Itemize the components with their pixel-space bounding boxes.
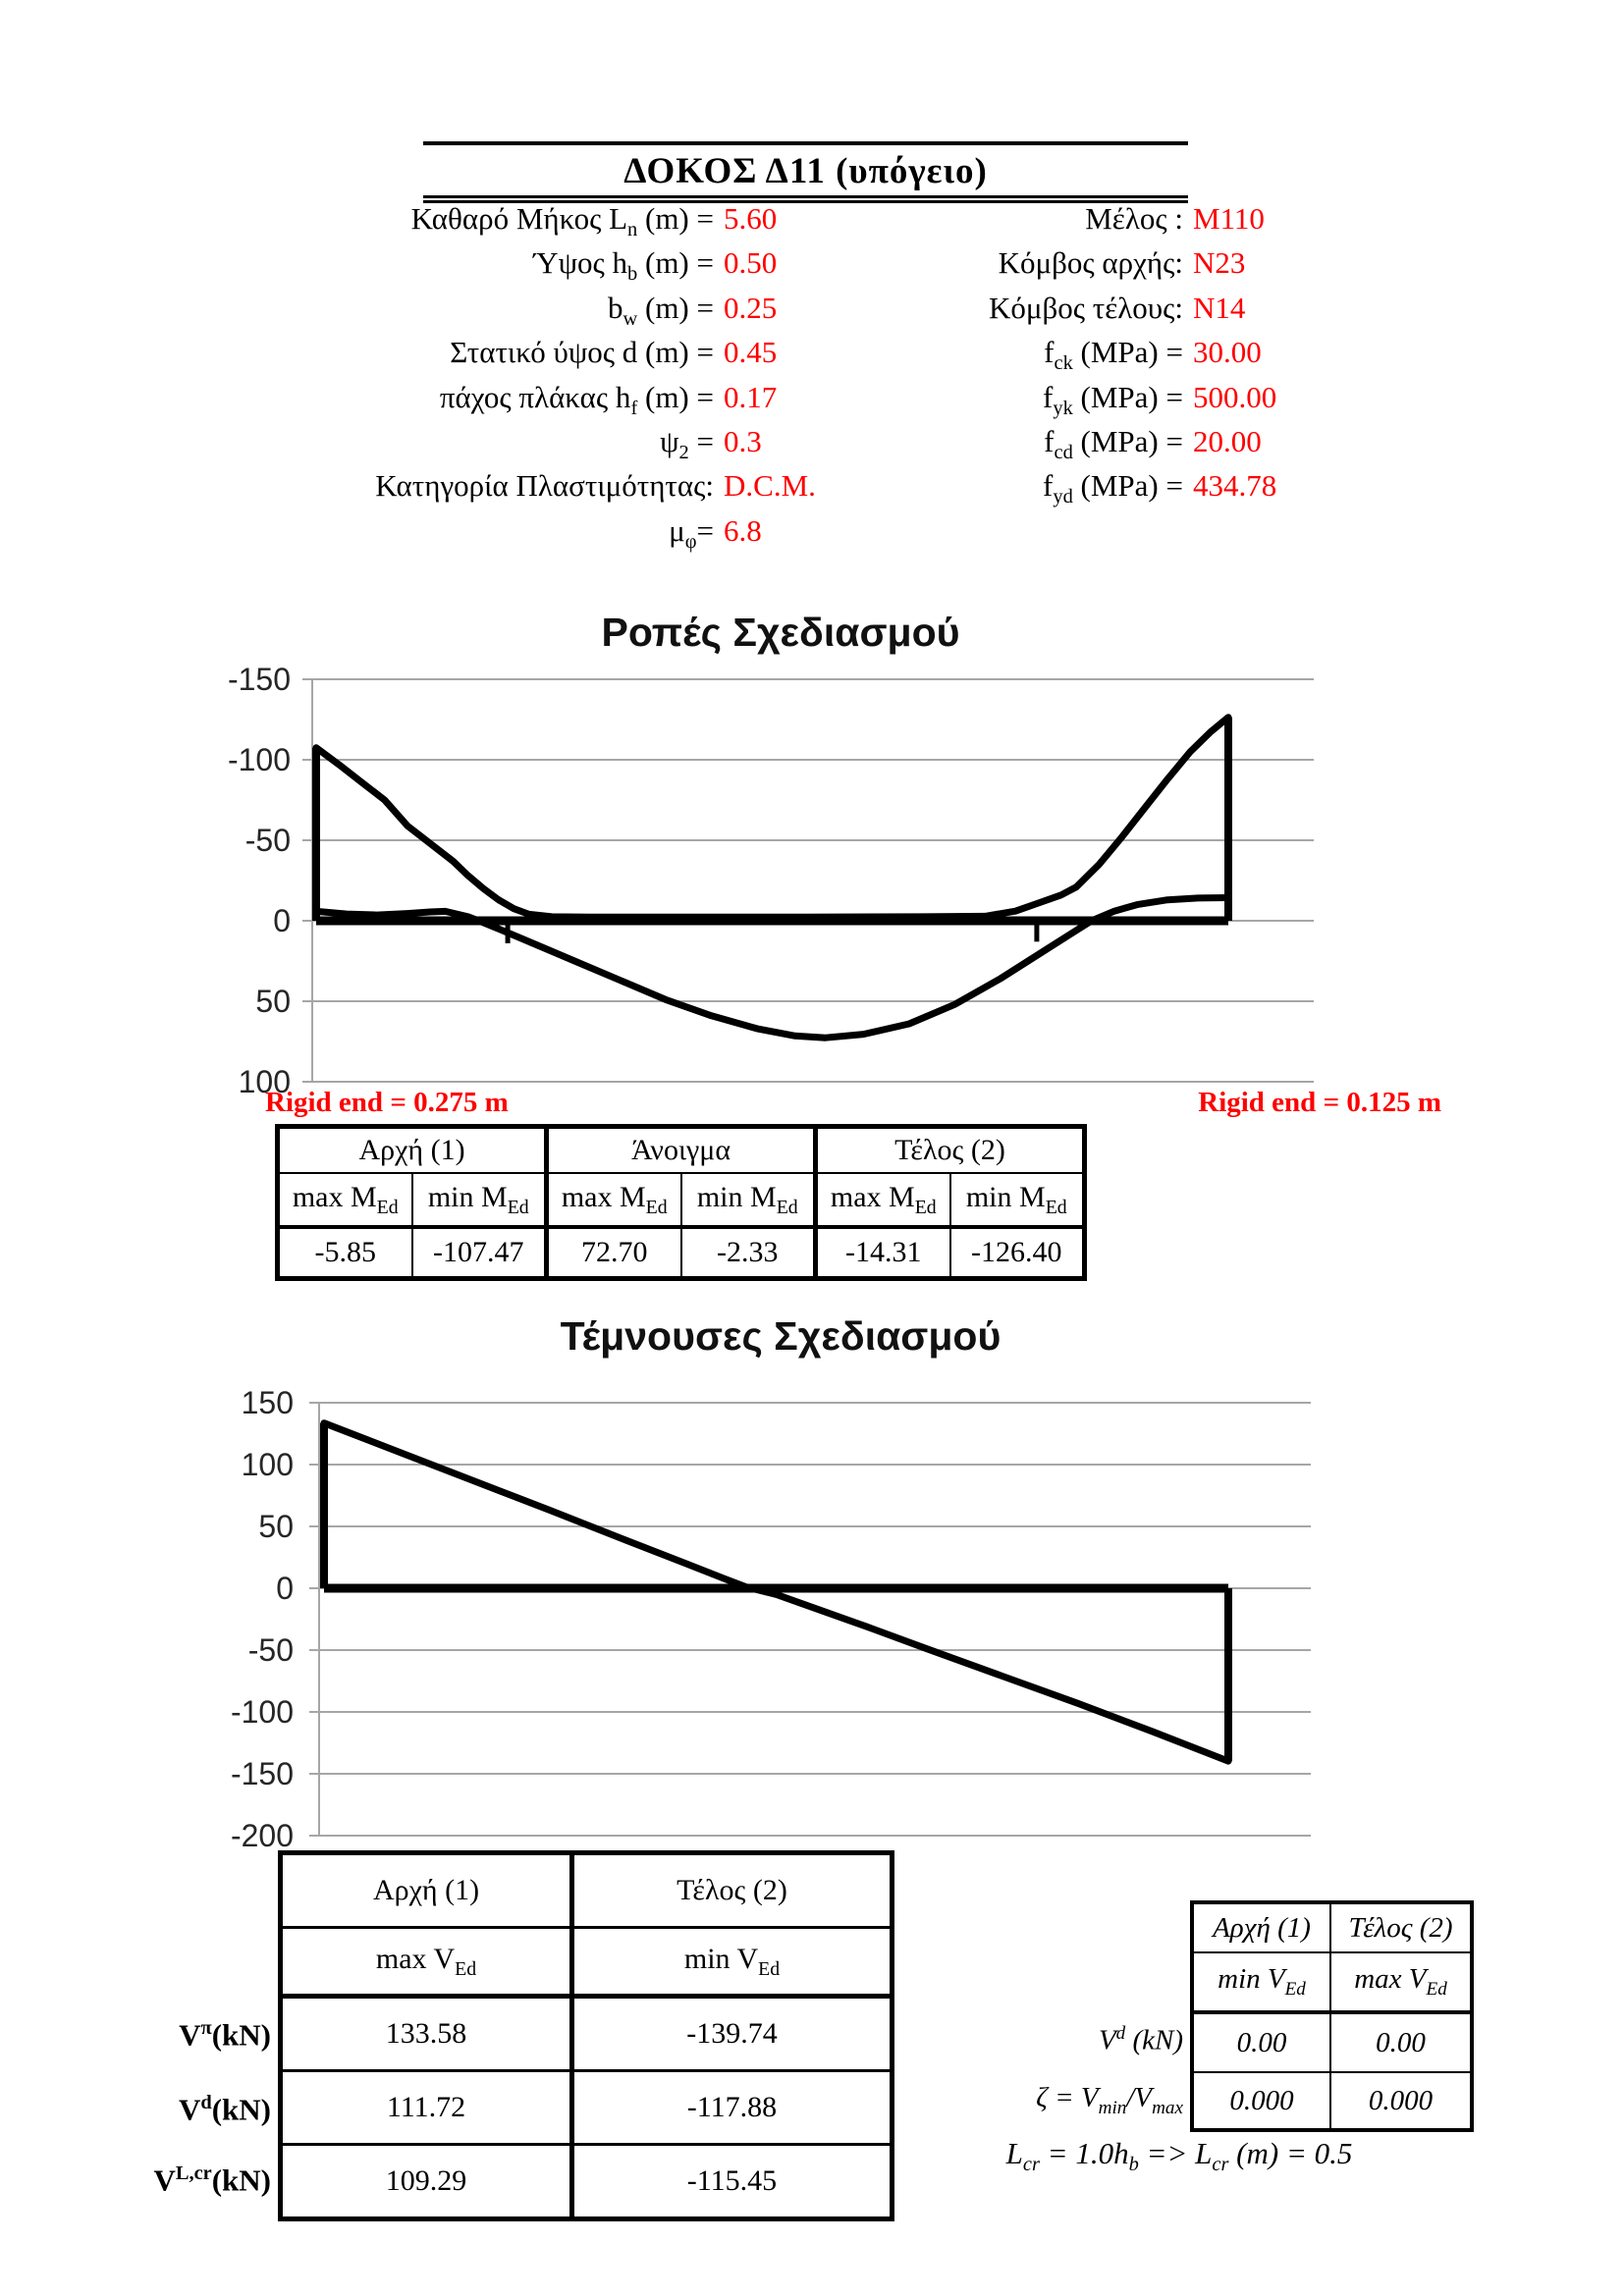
param-value: 6.8 — [724, 512, 762, 548]
table-row — [1192, 1902, 1472, 1952]
table-subheader-cell: $\min M_{Ed}$ — [681, 1173, 816, 1227]
table-header-cell: Τέλος (2) — [1330, 1902, 1472, 1952]
param-row — [844, 335, 1276, 379]
param-value: N23 — [1193, 245, 1246, 281]
param-label: Καθαρό Μήκος $L_n$ (m) = — [410, 201, 714, 241]
y-tick-label: 100 — [241, 1447, 294, 1482]
param-row — [196, 245, 816, 290]
param-label: $f_{cd}$ (MPa) = — [1044, 423, 1183, 464]
shear-row-label: $V^\pi(kN)$ — [179, 2017, 271, 2053]
rigid-end-left-label: Rigid end = 0.275 m — [265, 1087, 509, 1118]
y-tick-label: 150 — [241, 1385, 294, 1420]
y-tick-label: 0 — [273, 903, 291, 938]
moment-chart-title: Ροπές Σχεδιασμού — [601, 610, 960, 655]
param-row — [196, 201, 816, 245]
table-row — [278, 1173, 1085, 1227]
table-subheader-cell: $\min M_{Ed}$ — [412, 1173, 547, 1227]
y-tick-label: 50 — [255, 984, 291, 1019]
table-row — [278, 1127, 1085, 1174]
table-subheader-cell: $\min V_{Ed}$ — [1192, 1952, 1330, 2012]
table-cell: 0.00 — [1192, 2012, 1330, 2072]
table-cell: -139.74 — [572, 1997, 893, 2071]
param-value: M110 — [1193, 201, 1265, 236]
moment-results-table — [275, 1124, 1087, 1281]
table-subheader-cell: $\max M_{Ed}$ — [547, 1173, 681, 1227]
table-row — [278, 1227, 1085, 1279]
table-cell: 0.000 — [1330, 2072, 1472, 2130]
table-header-cell: Τέλος (2) — [572, 1853, 893, 1928]
table-subheader-cell: $\max M_{Ed}$ — [816, 1173, 950, 1227]
param-label: Κόμβος αρχής: — [998, 245, 1183, 281]
param-value: 500.00 — [1193, 379, 1277, 414]
param-row — [844, 245, 1276, 290]
rigid-end-right-label: Rigid end = 0.125 m — [1198, 1087, 1441, 1118]
table-cell: -14.31 — [816, 1227, 950, 1279]
param-label: Κατηγορία Πλαστιμότητας: — [375, 468, 714, 504]
table-row — [281, 1928, 893, 1997]
table-cell: -117.88 — [572, 2071, 893, 2145]
table-subheader-cell: $\max V_{Ed}$ — [1330, 1952, 1472, 2012]
param-row — [844, 291, 1276, 335]
min-MEd-envelope — [316, 718, 1228, 918]
param-label: $f_{yk}$ (MPa) = — [1043, 379, 1183, 419]
table-row — [281, 2071, 893, 2145]
table-cell: 0.00 — [1330, 2012, 1472, 2072]
param-value: 0.3 — [724, 423, 762, 458]
param-row — [844, 468, 1276, 512]
table-header-cell: Αρχή (1) — [278, 1127, 547, 1174]
param-row — [196, 380, 816, 424]
param-value: 30.00 — [1193, 335, 1262, 370]
table-cell: 111.72 — [281, 2071, 572, 2145]
lcr-note: $L_{cr} = 1.0h_b => L_{cr}$ (m) = 0.5 — [1005, 2136, 1353, 2176]
y-tick-label: 0 — [276, 1571, 294, 1606]
zeta-row-label: $V^d$ (kN) — [1098, 2023, 1183, 2056]
table-header-cell: Αρχή (1) — [281, 1853, 572, 1928]
param-value: 0.25 — [724, 290, 778, 325]
param-row — [196, 424, 816, 468]
param-row — [196, 335, 816, 379]
param-value: 5.60 — [724, 201, 778, 236]
table-cell: -126.40 — [950, 1227, 1085, 1279]
param-label: $b_w$ (m) = — [607, 290, 714, 330]
y-tick-label: 100 — [238, 1064, 291, 1099]
table-row — [281, 1853, 893, 1928]
document-title-box — [423, 141, 1188, 203]
parameters-right-column — [844, 201, 1276, 513]
param-row — [196, 291, 816, 335]
page-title: ΔΟΚΟΣ Δ11 (υπόγειο) — [623, 151, 988, 191]
param-label: Ύψος $h_b$ (m) = — [533, 245, 714, 286]
y-tick-label: -50 — [247, 1632, 294, 1668]
param-label: $\mu_\varphi=$ — [669, 512, 714, 553]
table-row — [1192, 2012, 1472, 2072]
table-row — [281, 2145, 893, 2219]
y-tick-label: -150 — [227, 662, 291, 697]
param-row — [844, 380, 1276, 424]
param-label: πάχος πλάκας $h_f$ (m) = — [439, 379, 714, 419]
param-label: Μέλος : — [1085, 201, 1183, 236]
table-subheader-cell: $\max M_{Ed}$ — [278, 1173, 412, 1227]
param-value: D.C.M. — [724, 468, 816, 504]
moment-chart — [228, 662, 1314, 1099]
param-row — [844, 424, 1276, 468]
zeta-row-label: $\zeta = V_{min}/V_{max}$ — [1036, 2082, 1183, 2118]
shear-row-label: $V^{L,cr}(kN)$ — [153, 2163, 271, 2198]
param-label: $f_{yd}$ (MPa) = — [1043, 468, 1183, 508]
table-cell: 72.70 — [547, 1227, 681, 1279]
table-row — [1192, 2072, 1472, 2130]
zeta-table — [1190, 1900, 1474, 2132]
table-subheader-cell: $\min V_{Ed}$ — [572, 1928, 893, 1997]
y-tick-label: -100 — [227, 742, 291, 777]
param-value: 0.45 — [724, 335, 778, 370]
table-cell: 133.58 — [281, 1997, 572, 2071]
table-row — [1192, 1952, 1472, 2012]
param-value: 20.00 — [1193, 423, 1262, 458]
shear-results-table — [278, 1850, 894, 2221]
shear-chart-title: Τέμνουσες Σχεδιασμού — [560, 1313, 1001, 1359]
param-label: Στατικό ύψος d (m) = — [450, 335, 714, 370]
param-label: Κόμβος τέλους: — [988, 290, 1183, 325]
param-value: 0.50 — [724, 245, 778, 281]
param-value: N14 — [1193, 290, 1246, 325]
table-cell: -2.33 — [681, 1227, 816, 1279]
table-cell: -115.45 — [572, 2145, 893, 2219]
param-row — [196, 513, 816, 558]
param-label: $f_{ck}$ (MPa) = — [1044, 335, 1183, 375]
table-cell: 0.000 — [1192, 2072, 1330, 2130]
y-tick-label: -100 — [230, 1694, 294, 1730]
table-cell: 109.29 — [281, 2145, 572, 2219]
y-tick-label: -50 — [244, 823, 291, 858]
table-header-cell: Αρχή (1) — [1192, 1902, 1330, 1952]
shear-row-label: $V^d(kN)$ — [178, 2092, 271, 2127]
table-subheader-cell: $\max V_{Ed}$ — [281, 1928, 572, 1997]
table-header-cell: Τέλος (2) — [816, 1127, 1085, 1174]
table-subheader-cell: $\min M_{Ed}$ — [950, 1173, 1085, 1227]
table-header-cell: Άνοιγμα — [547, 1127, 816, 1174]
y-tick-label: -200 — [230, 1818, 294, 1853]
param-row — [844, 201, 1276, 245]
shear-chart — [231, 1385, 1311, 1853]
y-tick-label: -150 — [230, 1756, 294, 1791]
parameters-left-column — [196, 201, 816, 558]
table-row — [281, 1997, 893, 2071]
param-value: 0.17 — [724, 379, 778, 414]
table-cell: -107.47 — [412, 1227, 547, 1279]
table-cell: -5.85 — [278, 1227, 412, 1279]
param-row — [196, 468, 816, 512]
param-value: 434.78 — [1193, 468, 1277, 504]
param-label: $\psi_2$ = — [660, 423, 714, 464]
y-tick-label: 50 — [258, 1509, 294, 1544]
